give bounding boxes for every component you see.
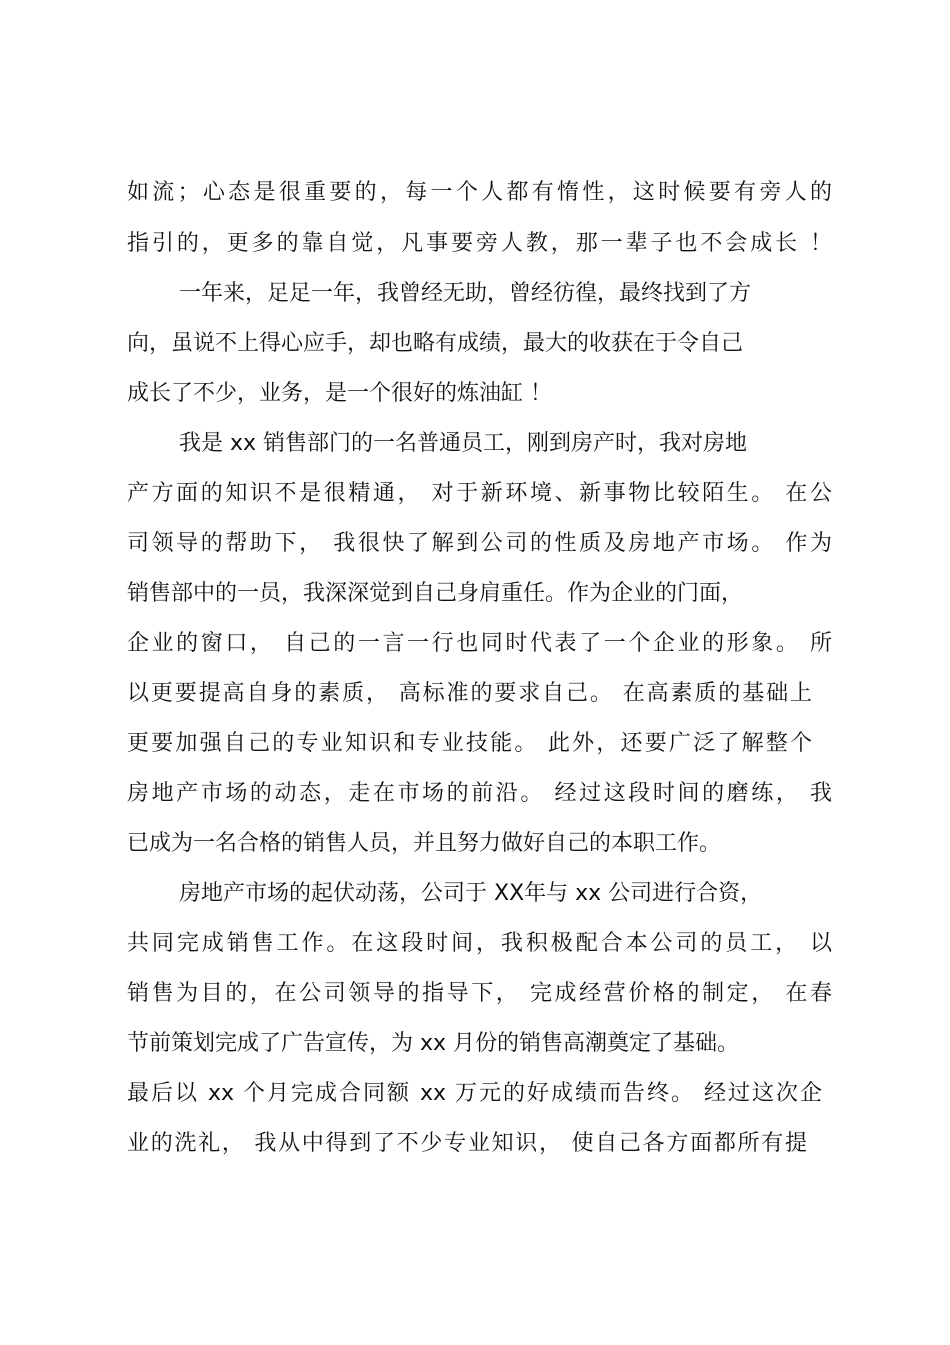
text-line: 共同完成销售工作。在这段时间，我积极配合本公司的员工， 以	[127, 931, 832, 956]
text-line: 以更要提高自身的素质， 高标准的要求自己。 在高素质的基础上	[127, 681, 812, 706]
text-line: 最后以 xx 个月完成合同额 xx 万元的好成绩而告终。 经过这次企	[127, 1081, 822, 1106]
text-line: 已成为一名合格的销售人员，并且努力做好自己的本职工作。	[127, 831, 722, 856]
text-line: 向，虽说不上得心应手，却也略有成绩，最大的收获在于令自己	[127, 331, 744, 356]
text-line: 司领导的帮助下， 我很快了解到公司的性质及房地产市场。 作为	[127, 531, 832, 556]
text-line: 指引的，更多的靠自觉，凡事要旁人教，那一辈子也不会成长 ！	[127, 231, 832, 256]
text-line: 产方面的知识不是很精通， 对于新环境、新事物比较陌生。 在公	[127, 481, 832, 506]
text-line: 如流；心态是很重要的，每一个人都有惰性，这时候要有旁人的	[127, 180, 832, 205]
text-line: 成长了不少，业务，是一个很好的炼油缸 ！	[127, 381, 552, 406]
text-line: 我是 xx 销售部门的一名普通员工，刚到房产时，我对房地	[179, 431, 748, 456]
text-line: 一年来，足足一年，我曾经无助，曾经彷徨，最终找到了方	[179, 281, 752, 306]
text-line: 更要加强自己的专业知识和专业技能。 此外，还要广泛了解整个	[127, 731, 812, 756]
text-line: 房地产市场的动态，走在市场的前沿。 经过这段时间的磨练， 我	[127, 781, 832, 806]
text-line: 企业的窗口， 自己的一言一行也同时代表了一个企业的形象。 所	[127, 631, 832, 656]
text-line: 销售为目的，在公司领导的指导下， 完成经营价格的制定， 在春	[127, 981, 832, 1006]
text-line: 房地产市场的起伏动荡，公司于 XX年与 xx 公司进行合资，	[179, 881, 763, 906]
text-line: 业的洗礼， 我从中得到了不少专业知识， 使自己各方面都所有提	[127, 1131, 807, 1156]
text-line: 节前策划完成了广告宣传，为 xx 月份的销售高潮奠定了基础。	[127, 1031, 740, 1056]
text-line: 销售部中的一员，我深深觉到自己身肩重任。作为企业的门面，	[127, 581, 744, 606]
